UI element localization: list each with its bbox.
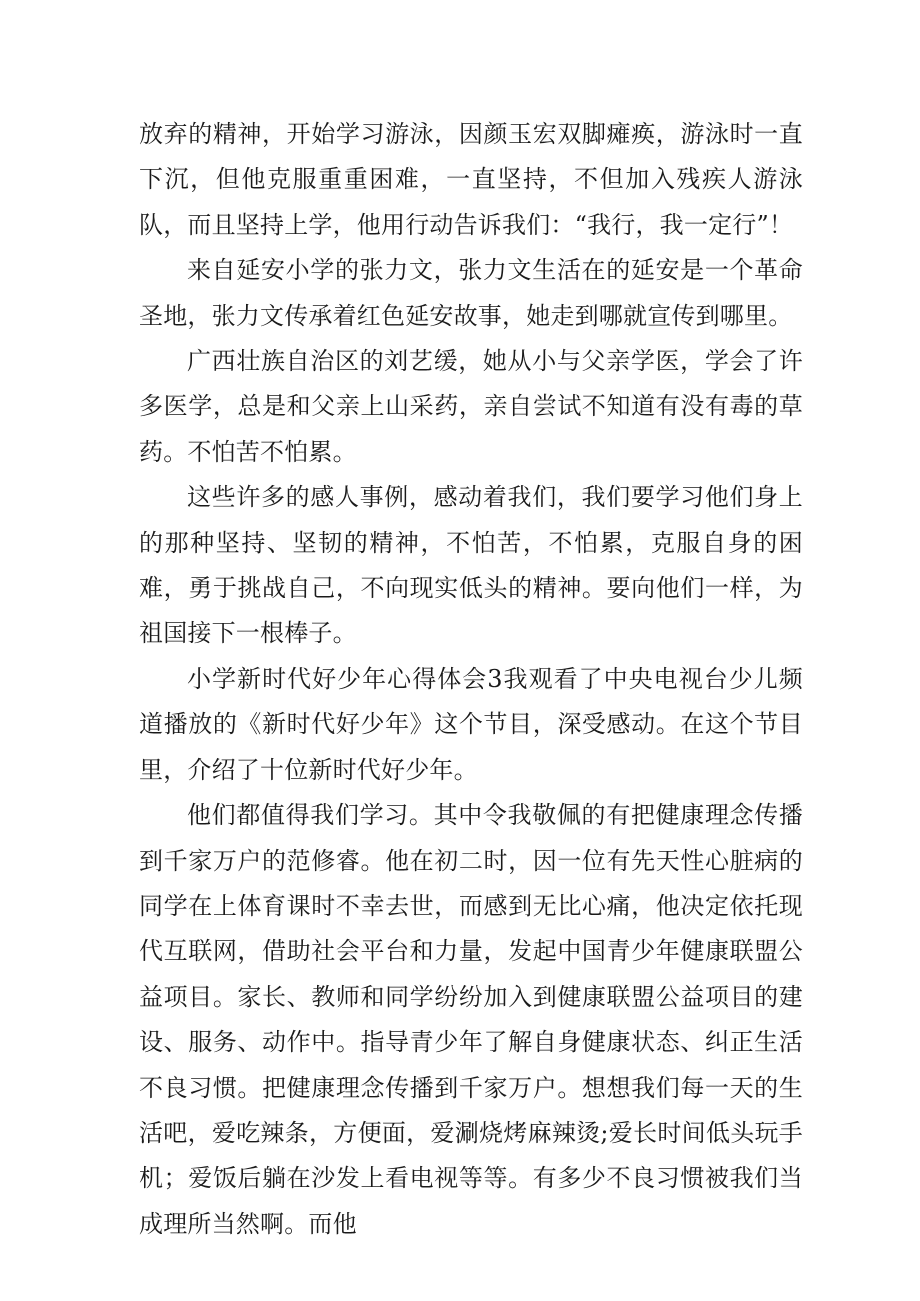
document-body (139, 112, 803, 1247)
paragraph-4: 这些许多的感人事例，感动着我们，我们要学习他们身上的那种坚持、坚韧的精神，不怕苦，不怕累，克服自身的困难，勇于挑战自己，不向现实低头的精神。要向他们一样，为祖国接下一根棒子。 (139, 483, 803, 648)
paragraph-3: 广西壮族自治区的刘艺缓，她从小与父亲学医，学会了许多医学，总是和父亲上山采药，亲自尝试不知道有没有毒的草药。不怕苦不怕累。 (139, 347, 803, 466)
paragraph-1: 放弃的精神，开始学习游泳，因颜玉宏双脚瘫痪，游泳时一直下沉，但他克服重重困难，一直坚持，不但加入残疾人游泳队，而且坚持上学，他用行动告诉我们：“我行，我一定行”！ (139, 120, 803, 239)
paragraph-5: 小学新时代好少年心得体会3我观看了中央电视台少儿频道播放的《新时代好少年》这个节目，深受感动。在这个节目里，介绍了十位新时代好少年。 (139, 664, 803, 784)
paragraph-2: 来自延安小学的张力文，张力文生活在的延安是一个革命圣地，张力文传承着红色延安故事，她走到哪就宣传到哪里。 (139, 256, 803, 330)
paragraph-6: 他们都值得我们学习。其中令我敬佩的有把健康理念传播到千家万户的范修睿。他在初二时，因一位有先天性心脏病的同学在上体育课时不幸去世，而感到无比心痛，他决定依托现代互联网，借助社会平台和力量，发起中国青少年健康联盟公益项目。家长、教师和同学纷纷加入到健康联盟公益项目的建设、服务、动作中。指导青少年了解自身健康状态、纠正生活不良习惯。把健康理念传播到千家万户。想想我们每一天的生活吧，爱吃辣条，方便面，爱涮烧烤麻辣烫;爱长时间低头玩手机；爱饭后躺在沙发上看电视等等。有多少不良习惯被我们当成理所当然啊。而他 (139, 801, 803, 1238)
